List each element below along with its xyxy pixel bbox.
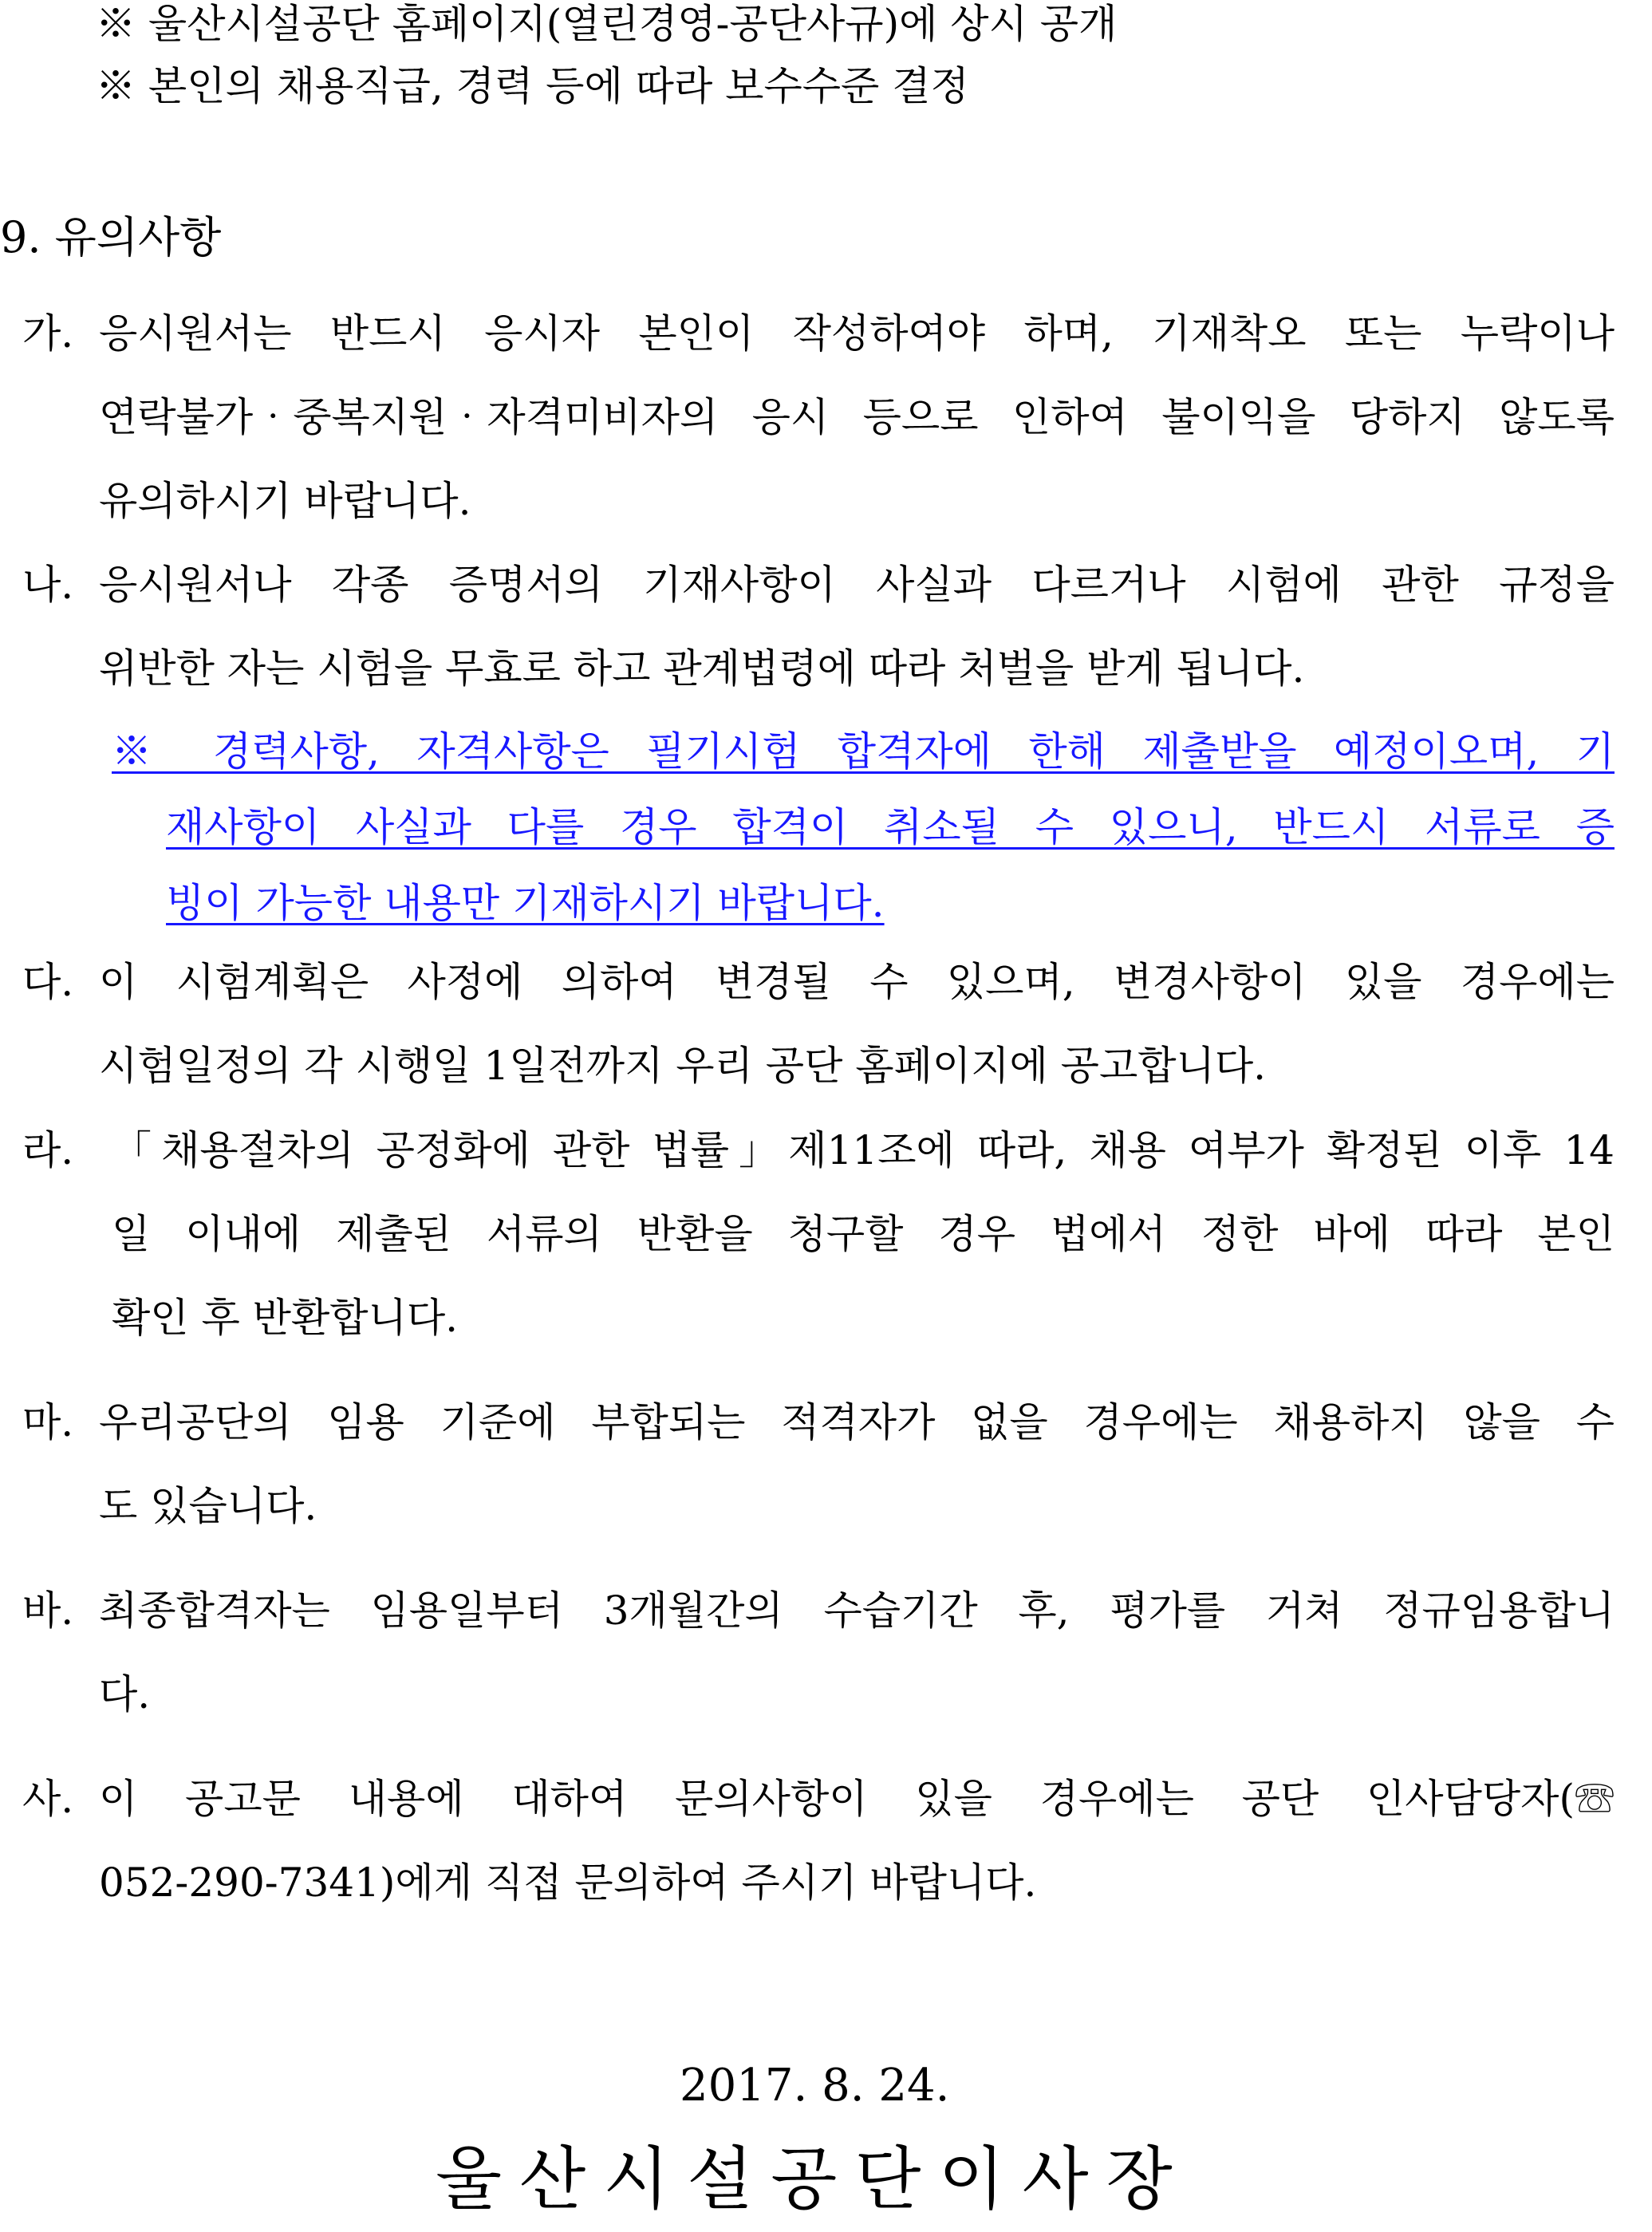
item-label-ra: 라. [22,1127,74,1173]
item-ra-line-3: 확인 후 반환합니다. [112,1295,459,1341]
item-ra-line-1: 「채용절차의 공정화에 관한 법률」제11조에 따라, 채용 여부가 확정된 이후 14 [112,1127,1615,1173]
item-na-line-2: 위반한 자는 시험을 무효로 하고 관계법령에 따라 처벌을 받게 됩니다. [99,645,1305,692]
note-publication: ※ 울산시설공단 홈페이지(열린경영-공단사규)에 상시 공개 [96,1,1118,47]
item-label-ba: 바. [22,1587,74,1634]
item-na-note-line-3: 빙이 가능한 내용만 기재하시기 바랍니다. [166,880,885,926]
item-ma-line-2: 도 있습니다. [99,1483,317,1529]
item-sa-line-2: 052-290-7341)에게 직접 문의하여 주시기 바랍니다. [99,1859,1037,1906]
item-ba-line-2: 다. [99,1671,151,1717]
item-ga-line-2: 연락불가‧중복지원‧자격미비자의 응시 등으로 인하여 불이익을 당하지 않도록 [99,394,1615,440]
item-label-ma: 마. [22,1399,74,1445]
item-sa-line-1: 이 공고문 내용에 대하여 문의사항이 있을 경우에는 공단 인사담당자(☏ [99,1776,1615,1822]
item-label-sa: 사. [22,1776,74,1822]
item-ga-line-1: 응시원서는 반드시 응시자 본인이 작성하여야 하며, 기재착오 또는 누락이나 [99,310,1615,357]
item-ba-line-1: 최종합격자는 임용일부터 3개월간의 수습기간 후, 평가를 거쳐 정규임용합니 [99,1587,1615,1634]
item-ga-line-3: 유의하시기 바랍니다. [99,478,471,524]
item-ma-line-1: 우리공단의 임용 기준에 부합되는 적격자가 없을 경우에는 채용하지 않을 수 [99,1399,1615,1445]
item-da-line-1: 이 시험계획은 사정에 의하여 변경될 수 있으며, 변경사항이 있을 경우에는 [99,959,1615,1005]
item-label-ga: 가. [22,310,74,357]
item-da-line-2: 시험일정의 각 시행일 1일전까지 우리 공단 홈페이지에 공고합니다. [99,1043,1267,1089]
section-title: 9. 유의사항 [0,212,222,262]
announcement-date: 2017. 8. 24. [680,2060,950,2112]
item-label-na: 나. [22,562,74,608]
item-label-da: 다. [22,959,74,1005]
item-na-line-1: 응시원서나 각종 증명서의 기재사항이 사실과 다르거나 시험에 관한 규정을 [99,562,1615,608]
note-salary: ※ 본인의 채용직급, 경력 등에 따라 보수수준 결정 [96,63,969,109]
item-ra-line-2: 일 이내에 제출된 서류의 반환을 청구할 경우 법에서 정한 바에 따라 본인 [112,1211,1615,1257]
item-na-note-line-2: 재사항이 사실과 다를 경우 합격이 취소될 수 있으니, 반드시 서류로 증 [166,804,1615,850]
issuer-signature: 울산시설공단이사장 [436,2139,1190,2219]
item-na-note-line-1: ※ 경력사항, 자격사항은 필기시험 합격자에 한해 제출받을 예정이오며, 기 [112,728,1615,775]
